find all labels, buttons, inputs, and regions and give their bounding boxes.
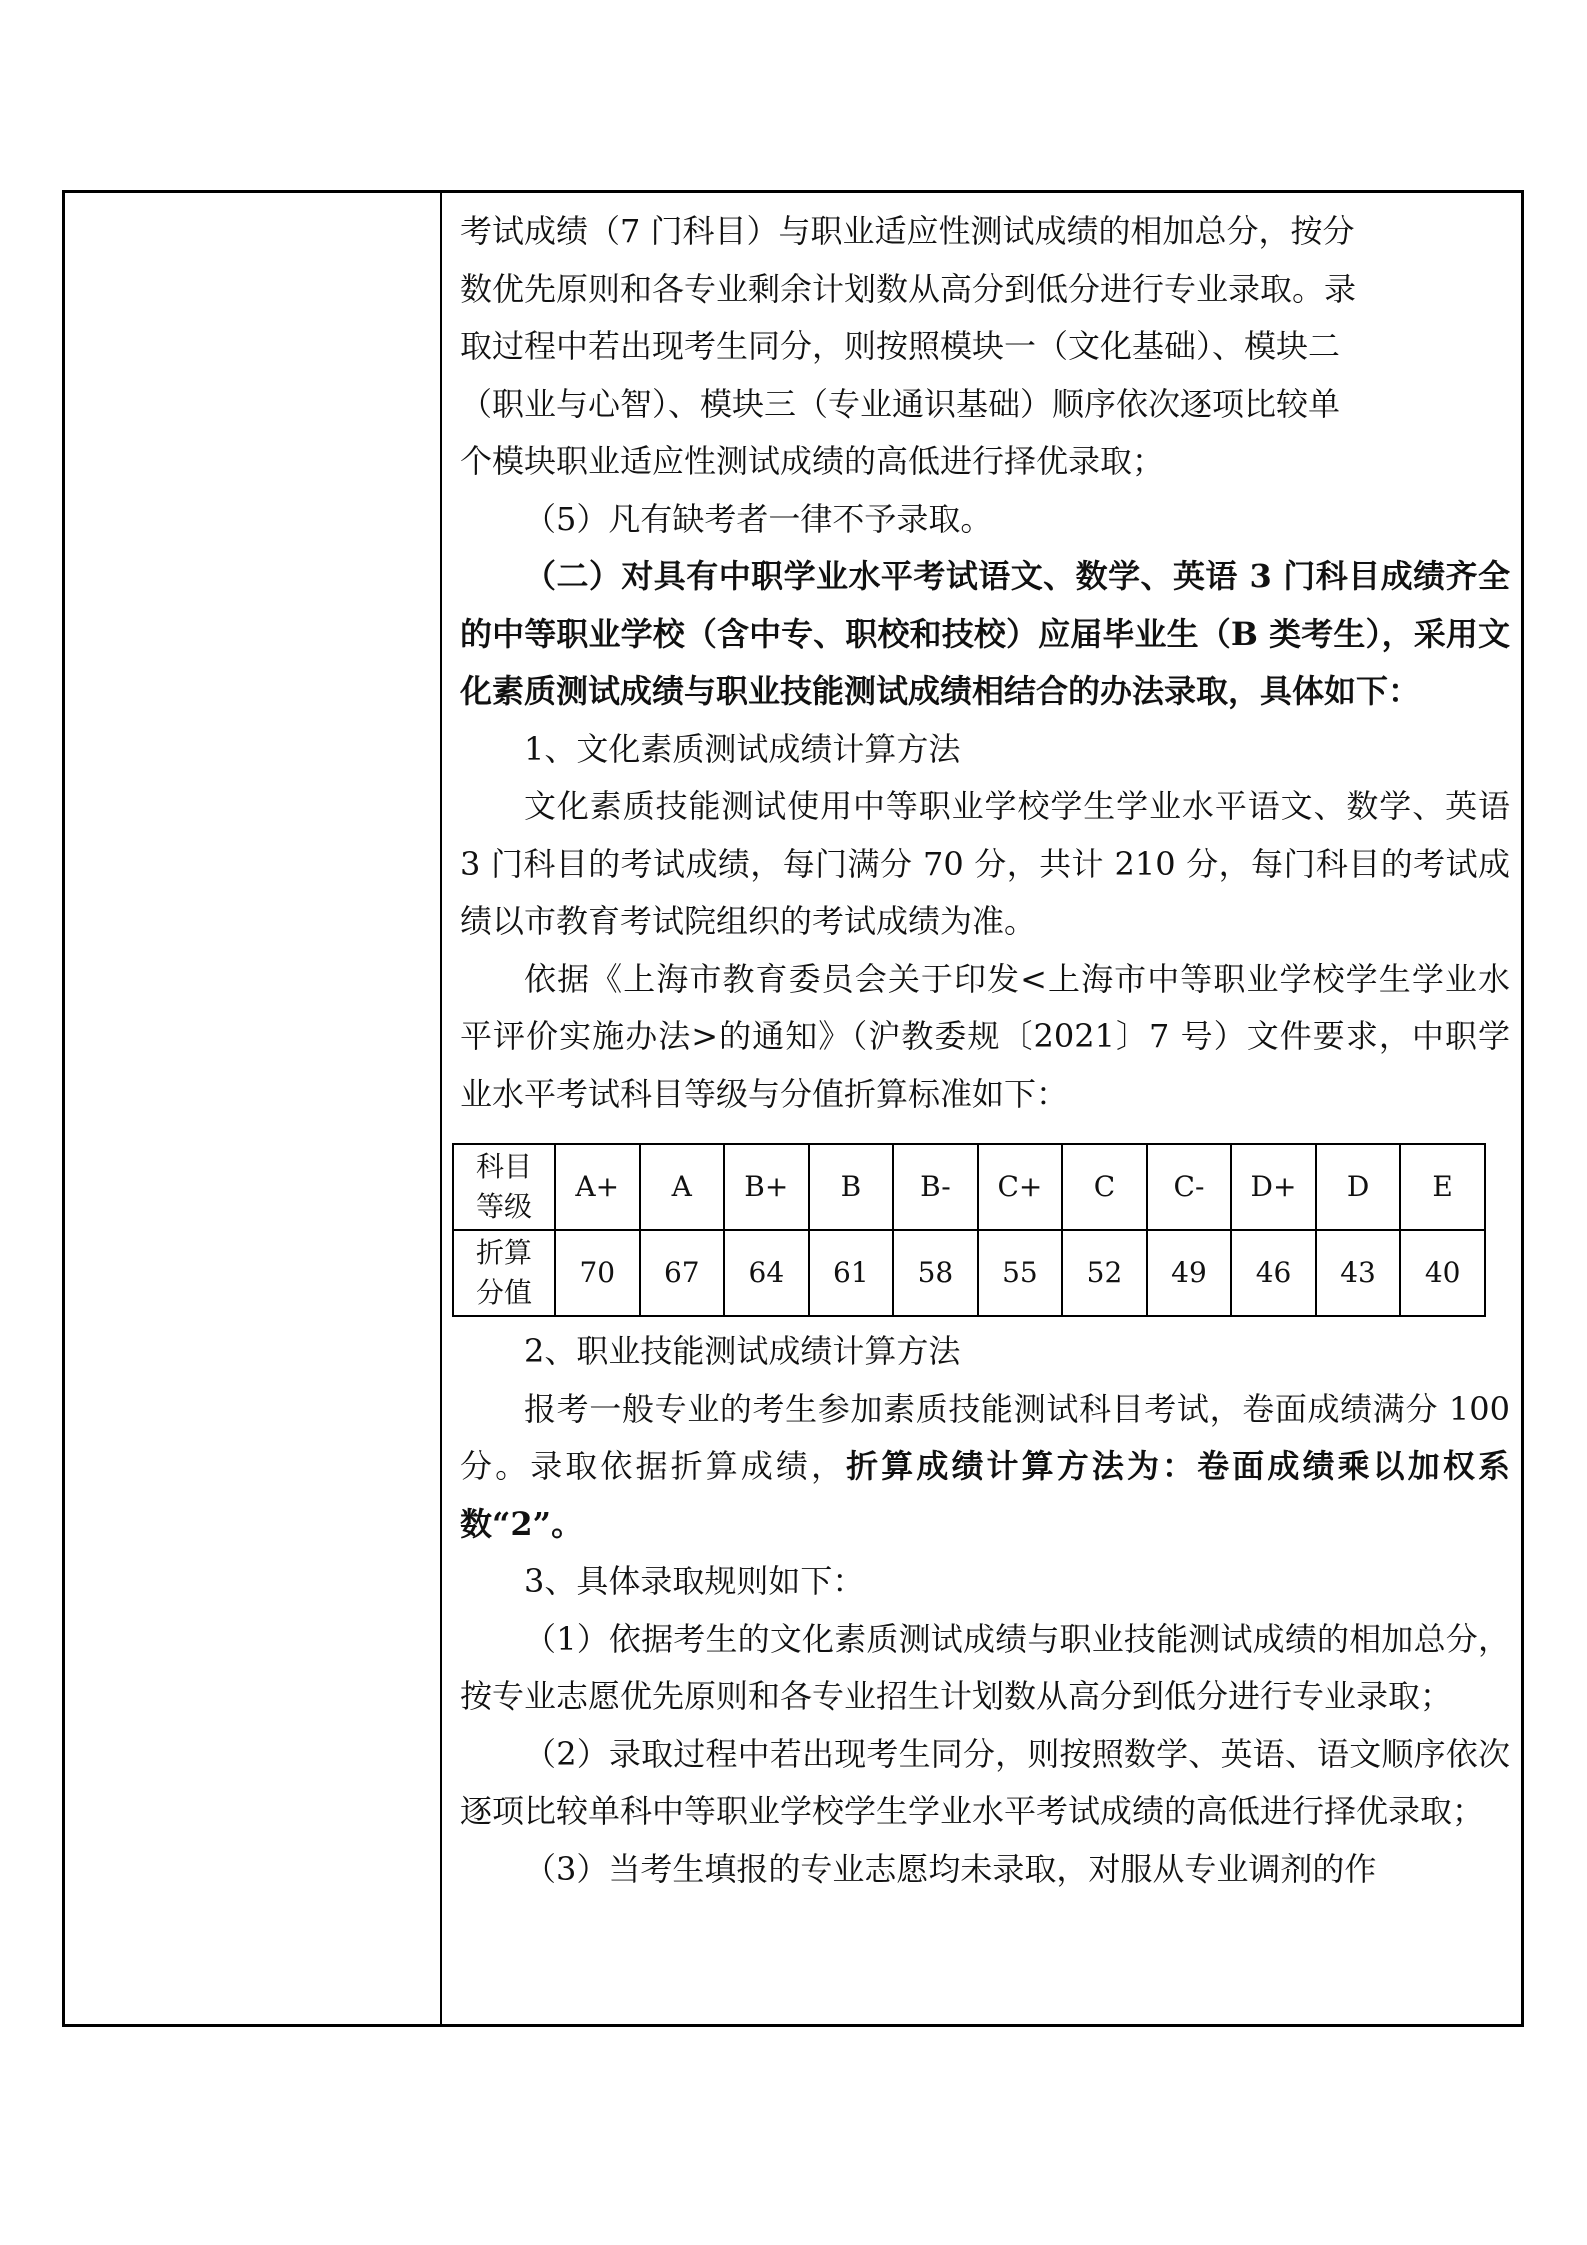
paragraph-3-normal: 报考一般专业的考生参加素质技能测试科目考试，卷面成绩满分 100 分。录取依据折算成绩， <box>460 1389 1510 1485</box>
table-row-values <box>453 1230 1485 1316</box>
grade-cell: D+ <box>1231 1144 1316 1230</box>
grade-cell: B- <box>893 1144 978 1230</box>
item-5: （5）凡有缺考者一律不予录取。 <box>524 499 993 538</box>
rule-2: （2）录取过程中若出现考生同分，则按照数学、英语、语文顺序依次逐项比较单科中等职业学校学生学业水平考试成绩的高低进行择优录取； <box>460 1734 1510 1830</box>
grade-cell: E <box>1400 1144 1485 1230</box>
heading-1: 1、文化素质测试成绩计算方法 <box>524 729 961 768</box>
table-header-cell <box>453 1230 555 1316</box>
grade-cell: C- <box>1147 1144 1232 1230</box>
heading-3: 3、具体录取规则如下： <box>524 1562 865 1600</box>
table-row-grades <box>453 1144 1485 1230</box>
content-column <box>460 203 1510 1898</box>
header-line: 科目 <box>475 1150 532 1183</box>
document-frame <box>62 190 1524 2027</box>
header-line: 分值 <box>475 1276 532 1309</box>
text-line: 取过程中若出现考生同分，则按照模块一（文化基础）、模块二 <box>460 327 1341 365</box>
value-cell: 67 <box>640 1230 725 1316</box>
rule-3: （3）当考生填报的专业志愿均未录取，对服从专业调剂的作 <box>524 1849 1377 1888</box>
value-cell: 64 <box>724 1230 809 1316</box>
paragraph-3-bold: 折算成绩计算方法为：卷面成绩乘以加权系数“2”。 <box>460 1447 1510 1543</box>
grade-cell: B+ <box>724 1144 809 1230</box>
value-cell: 46 <box>1231 1230 1316 1316</box>
grade-cell: A+ <box>555 1144 640 1230</box>
text-line: 数优先原则和各专业剩余计划数从高分到低分进行专业录取。录 <box>460 269 1357 308</box>
paragraph-2: 依据《上海市教育委员会关于印发<上海市中等职业学校学生学业水平评价实施办法>的通知》（沪教委规〔2021〕7 号）文件要求，中职学业水平考试科目等级与分值折算标准如下： <box>460 959 1510 1113</box>
section-2-heading: （二）对具有中职学业水平考试语文、数学、英语 3 门科目成绩齐全的中等职业学校（含中专、职校和技校）应届毕业生（B 类考生），采用文化素质测试成绩与职业技能测试成绩相结合的办法录取，具体如下： <box>460 557 1510 710</box>
header-line: 等级 <box>475 1190 532 1223</box>
left-column <box>65 193 442 2024</box>
value-cell: 43 <box>1316 1230 1401 1316</box>
value-cell: 52 <box>1062 1230 1147 1316</box>
grade-cell: C+ <box>978 1144 1063 1230</box>
value-cell: 49 <box>1147 1230 1232 1316</box>
grade-cell: D <box>1316 1144 1401 1230</box>
value-cell: 58 <box>893 1230 978 1316</box>
heading-2: 2、职业技能测试成绩计算方法 <box>524 1332 961 1370</box>
value-cell: 55 <box>978 1230 1063 1316</box>
header-line: 折算 <box>475 1236 532 1269</box>
value-cell: 61 <box>809 1230 894 1316</box>
text-line: （职业与心智）、模块三（专业通识基础）顺序依次逐项比较单 <box>460 384 1341 423</box>
paragraph-3 <box>460 1381 1510 1554</box>
paragraph-1: 文化素质技能测试使用中等职业学校学生学业水平语文、数学、英语 3 门科目的考试成绩，每门满分 70 分，共计 210 分，每门科目的考试成绩以市教育考试院组织的考试成绩为准。 <box>460 787 1510 940</box>
grade-cell: A <box>640 1144 725 1230</box>
grade-conversion-table <box>452 1143 1486 1317</box>
table-header-cell <box>453 1144 555 1230</box>
grade-cell: B <box>809 1144 894 1230</box>
text-line: 个模块职业适应性测试成绩的高低进行择优录取； <box>460 442 1165 480</box>
rule-1: （1）依据考生的文化素质测试成绩与职业技能测试成绩的相加总分，按专业志愿优先原则和各专业招生计划数从高分到低分进行专业录取； <box>460 1619 1510 1715</box>
value-cell: 70 <box>555 1230 640 1316</box>
value-cell: 40 <box>1400 1230 1485 1316</box>
grade-cell: C <box>1062 1144 1147 1230</box>
text-line: 考试成绩（7 门科目）与职业适应性测试成绩的相加总分，按分 <box>460 212 1355 250</box>
